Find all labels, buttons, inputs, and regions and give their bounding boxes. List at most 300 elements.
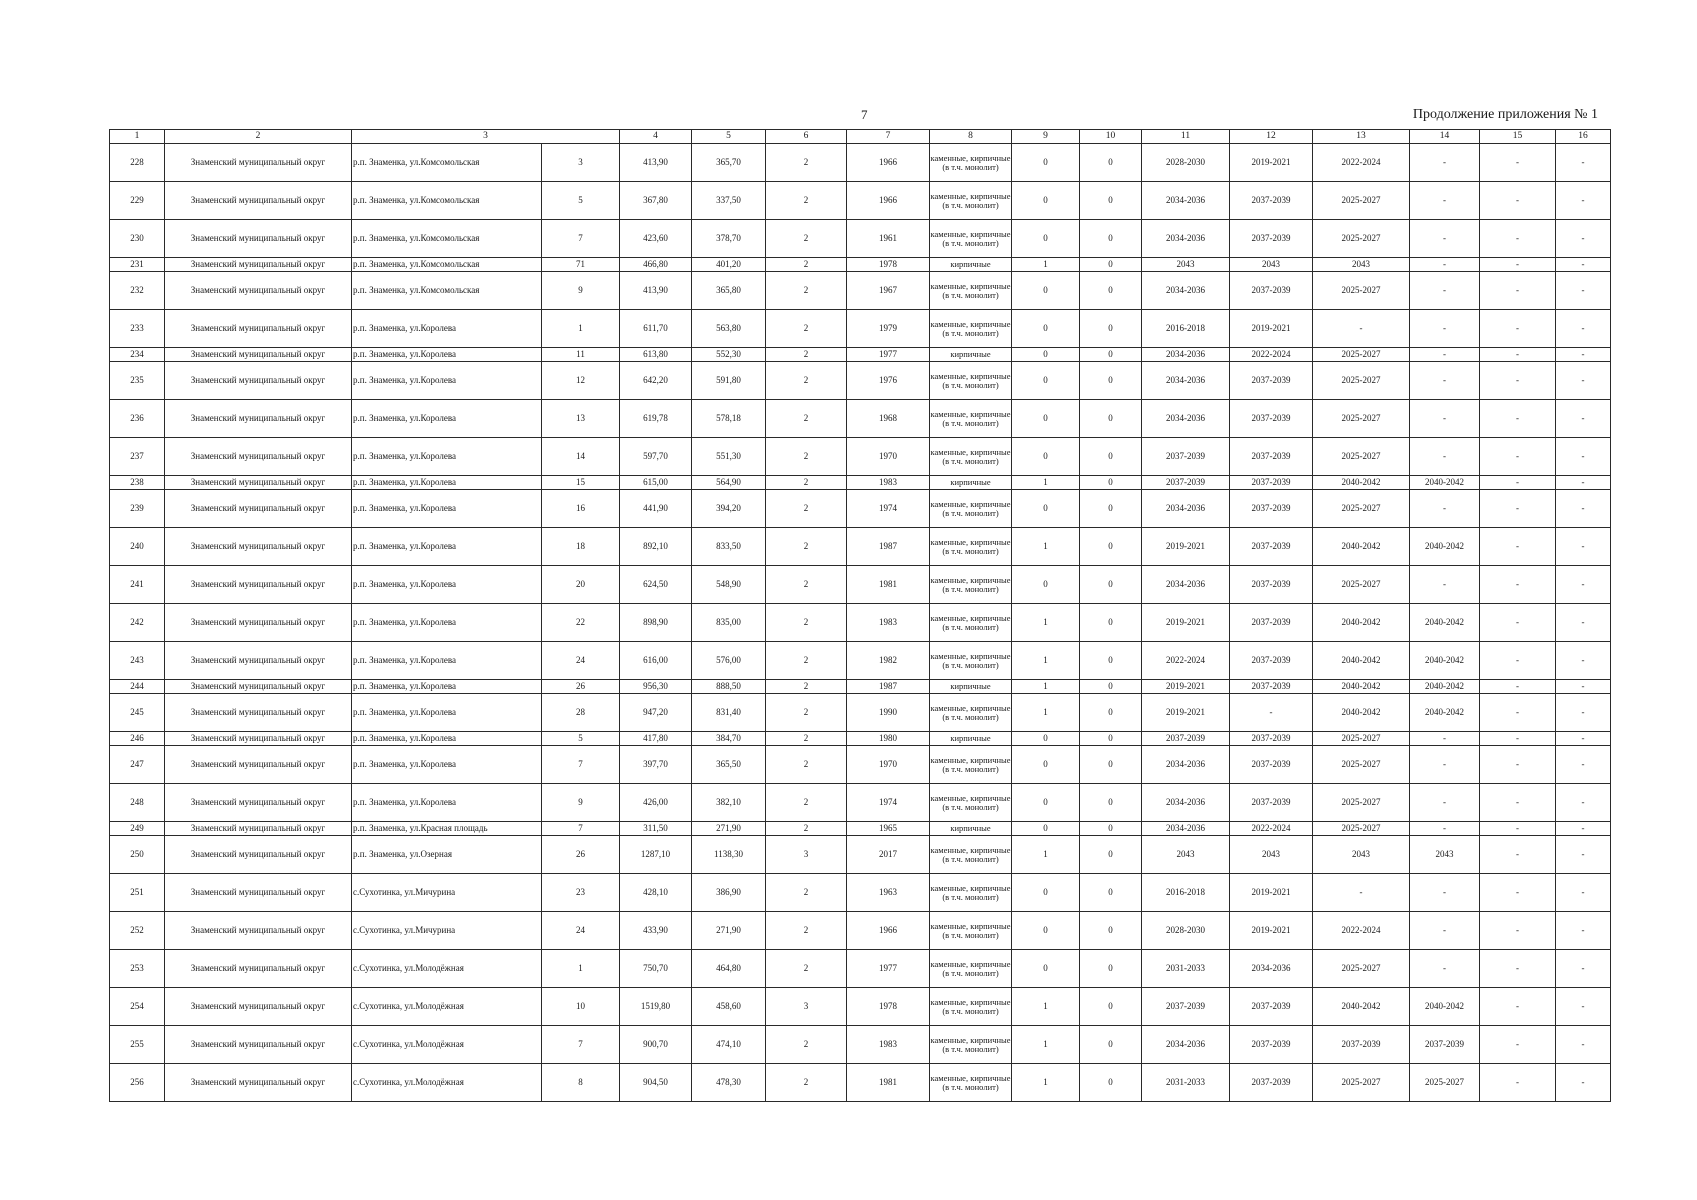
table-cell: 23 <box>542 874 620 912</box>
table-row <box>110 220 1611 258</box>
table-cell: 71 <box>542 258 620 272</box>
table-cell: 1981 <box>847 566 930 604</box>
table-cell: 0 <box>1080 362 1142 400</box>
table-cell: 3 <box>542 144 620 182</box>
table-cell: 14 <box>542 438 620 476</box>
table-cell: - <box>1480 1026 1556 1064</box>
table-row <box>110 874 1611 912</box>
table-cell: - <box>1410 912 1480 950</box>
table-cell: 1 <box>1012 836 1080 874</box>
table-cell: 0 <box>1012 438 1080 476</box>
table-cell: р.п. Знаменка, ул.Королева <box>352 362 542 400</box>
table-cell: 1987 <box>847 528 930 566</box>
table-cell: Знаменский муниципальный округ <box>165 362 352 400</box>
page-number: 7 <box>861 107 868 122</box>
table-cell: 1981 <box>847 1064 930 1102</box>
table-cell: 1970 <box>847 438 930 476</box>
table-cell: р.п. Знаменка, ул.Королева <box>352 476 542 490</box>
table-cell: 0 <box>1080 912 1142 950</box>
table-cell: 394,20 <box>692 490 766 528</box>
table-cell: 0 <box>1012 182 1080 220</box>
table-cell: 20 <box>542 566 620 604</box>
table-cell: 563,80 <box>692 310 766 348</box>
table-cell: 2 <box>766 476 847 490</box>
table-cell: - <box>1480 836 1556 874</box>
table-cell: 2037-2039 <box>1230 746 1313 784</box>
table-cell: 616,00 <box>620 642 692 680</box>
table-row <box>110 950 1611 988</box>
table-cell: 2031-2033 <box>1142 950 1230 988</box>
table-cell: с.Сухотинка, ул.Мичурина <box>352 874 542 912</box>
table-cell: 417,80 <box>620 732 692 746</box>
table-cell: 2 <box>766 950 847 988</box>
table-cell: р.п. Знаменка, ул.Королева <box>352 694 542 732</box>
table-cell: 0 <box>1012 400 1080 438</box>
table-cell: 365,70 <box>692 144 766 182</box>
table-cell: каменные, кирпичные (в т.ч. монолит) <box>930 694 1012 732</box>
table-cell: 0 <box>1080 874 1142 912</box>
table-cell: - <box>1410 310 1480 348</box>
table-row <box>110 642 1611 680</box>
table-cell: 1982 <box>847 642 930 680</box>
table-cell: 428,10 <box>620 874 692 912</box>
table-cell: 0 <box>1080 680 1142 694</box>
table-cell: Знаменский муниципальный округ <box>165 348 352 362</box>
table-cell: - <box>1480 310 1556 348</box>
table-cell: 2025-2027 <box>1313 438 1410 476</box>
table-cell: 2037-2039 <box>1230 490 1313 528</box>
table-cell: 1966 <box>847 144 930 182</box>
table-cell: 2040-2042 <box>1410 604 1480 642</box>
table-cell: 576,00 <box>692 642 766 680</box>
table-cell: 0 <box>1080 476 1142 490</box>
table-cell: каменные, кирпичные (в т.ч. монолит) <box>930 642 1012 680</box>
table-cell: Знаменский муниципальный округ <box>165 732 352 746</box>
table-cell: 15 <box>542 476 620 490</box>
table-cell: 7 <box>542 822 620 836</box>
table-cell: - <box>1556 362 1611 400</box>
table-cell: 2 <box>766 746 847 784</box>
table-row <box>110 566 1611 604</box>
column-header: 13 <box>1313 130 1410 144</box>
table-cell: р.п. Знаменка, ул.Комсомольская <box>352 220 542 258</box>
table-cell: - <box>1556 144 1611 182</box>
table-cell: 1 <box>1012 476 1080 490</box>
table-cell: - <box>1313 874 1410 912</box>
table-cell: 242 <box>110 604 165 642</box>
table-cell: - <box>1410 362 1480 400</box>
table-cell: 2 <box>766 1064 847 1102</box>
table-cell: кирпичные <box>930 732 1012 746</box>
table-cell: р.п. Знаменка, ул.Королева <box>352 566 542 604</box>
table-cell: 2019-2021 <box>1142 694 1230 732</box>
table-cell: - <box>1556 272 1611 310</box>
table-cell: 474,10 <box>692 1026 766 1064</box>
table-cell: - <box>1480 642 1556 680</box>
table-cell: 2037-2039 <box>1230 566 1313 604</box>
table-cell: 0 <box>1080 400 1142 438</box>
table-cell: 904,50 <box>620 1064 692 1102</box>
table-cell: каменные, кирпичные (в т.ч. монолит) <box>930 182 1012 220</box>
table-cell: - <box>1556 490 1611 528</box>
table-cell: 0 <box>1080 182 1142 220</box>
column-header: 6 <box>766 130 847 144</box>
table-cell: 888,50 <box>692 680 766 694</box>
table-cell: 2 <box>766 220 847 258</box>
column-header: 10 <box>1080 130 1142 144</box>
table-cell: каменные, кирпичные (в т.ч. монолит) <box>930 784 1012 822</box>
table-cell: - <box>1556 566 1611 604</box>
table-cell: Знаменский муниципальный округ <box>165 528 352 566</box>
table-cell: Знаменский муниципальный округ <box>165 1064 352 1102</box>
table-cell: 0 <box>1080 566 1142 604</box>
table-row <box>110 272 1611 310</box>
table-cell: 0 <box>1012 874 1080 912</box>
table-cell: 367,80 <box>620 182 692 220</box>
table-cell: 0 <box>1012 566 1080 604</box>
table-cell: кирпичные <box>930 822 1012 836</box>
table-row <box>110 604 1611 642</box>
table-cell: - <box>1556 528 1611 566</box>
table-cell: 1966 <box>847 182 930 220</box>
table-cell: 2043 <box>1313 258 1410 272</box>
table-cell: 0 <box>1012 348 1080 362</box>
table-cell: Знаменский муниципальный округ <box>165 566 352 604</box>
table-cell: 16 <box>542 490 620 528</box>
table-cell: - <box>1410 874 1480 912</box>
table-cell: каменные, кирпичные (в т.ч. монолит) <box>930 874 1012 912</box>
table-cell: 2037-2039 <box>1142 438 1230 476</box>
table-cell: 0 <box>1080 822 1142 836</box>
table-cell: 1138,30 <box>692 836 766 874</box>
table-cell: 2037-2039 <box>1230 528 1313 566</box>
table-cell: - <box>1410 784 1480 822</box>
table-row <box>110 1026 1611 1064</box>
column-header: 15 <box>1480 130 1556 144</box>
table-cell: 2025-2027 <box>1313 566 1410 604</box>
table-cell: Знаменский муниципальный округ <box>165 490 352 528</box>
table-cell: 2025-2027 <box>1313 400 1410 438</box>
table-cell: 2019-2021 <box>1230 874 1313 912</box>
table-cell: - <box>1480 490 1556 528</box>
table-row <box>110 310 1611 348</box>
table-cell: 2040-2042 <box>1313 528 1410 566</box>
table-cell: 2034-2036 <box>1230 950 1313 988</box>
table-cell: 382,10 <box>692 784 766 822</box>
table-cell: 2034-2036 <box>1142 272 1230 310</box>
table-cell: 10 <box>542 988 620 1026</box>
table-cell: 1977 <box>847 348 930 362</box>
table-cell: с.Сухотинка, ул.Молодёжная <box>352 1064 542 1102</box>
table-cell: 1 <box>1012 528 1080 566</box>
table-cell: каменные, кирпичные (в т.ч. монолит) <box>930 144 1012 182</box>
column-header: 3 <box>352 130 620 144</box>
table-cell: 2028-2030 <box>1142 144 1230 182</box>
table-cell: р.п. Знаменка, ул.Королева <box>352 400 542 438</box>
table-cell: 2025-2027 <box>1313 784 1410 822</box>
table-cell: 1979 <box>847 310 930 348</box>
table-cell: 7 <box>542 220 620 258</box>
table-cell: 1990 <box>847 694 930 732</box>
table-cell: 238 <box>110 476 165 490</box>
table-cell: 2 <box>766 1026 847 1064</box>
table-row <box>110 680 1611 694</box>
table-cell: каменные, кирпичные (в т.ч. монолит) <box>930 1064 1012 1102</box>
table-cell: - <box>1410 272 1480 310</box>
table-row <box>110 836 1611 874</box>
table-cell: кирпичные <box>930 476 1012 490</box>
table-cell: 2 <box>766 144 847 182</box>
table-cell: 2037-2039 <box>1230 642 1313 680</box>
table-cell: 0 <box>1012 950 1080 988</box>
table-cell: 833,50 <box>692 528 766 566</box>
table-cell: 365,50 <box>692 746 766 784</box>
table-cell: 0 <box>1012 362 1080 400</box>
column-header: 16 <box>1556 130 1611 144</box>
table-cell: 2019-2021 <box>1230 912 1313 950</box>
table-cell: 2037-2039 <box>1230 476 1313 490</box>
table-cell: 2040-2042 <box>1410 528 1480 566</box>
table-cell: 1 <box>1012 1026 1080 1064</box>
table-cell: - <box>1556 822 1611 836</box>
table-cell: Знаменский муниципальный округ <box>165 694 352 732</box>
table-cell: 237 <box>110 438 165 476</box>
table-cell: - <box>1480 182 1556 220</box>
table-cell: 365,80 <box>692 272 766 310</box>
table-cell: Знаменский муниципальный округ <box>165 988 352 1026</box>
table-cell: 2 <box>766 642 847 680</box>
housing-table <box>109 129 1611 1102</box>
table-cell: 1961 <box>847 220 930 258</box>
table-cell: 2037-2039 <box>1230 182 1313 220</box>
table-cell: 0 <box>1012 490 1080 528</box>
table-cell: - <box>1556 438 1611 476</box>
table-cell: 441,90 <box>620 490 692 528</box>
table-cell: 458,60 <box>692 988 766 1026</box>
table-cell: 252 <box>110 912 165 950</box>
table-cell: 26 <box>542 680 620 694</box>
table-cell: Знаменский муниципальный округ <box>165 746 352 784</box>
table-cell: 2031-2033 <box>1142 1064 1230 1102</box>
table-cell: 2034-2036 <box>1142 784 1230 822</box>
table-cell: р.п. Знаменка, ул.Комсомольская <box>352 258 542 272</box>
table-row <box>110 476 1611 490</box>
table-cell: р.п. Знаменка, ул.Королева <box>352 642 542 680</box>
table-cell: 597,70 <box>620 438 692 476</box>
table-cell: кирпичные <box>930 258 1012 272</box>
table-cell: 0 <box>1080 438 1142 476</box>
table-cell: 232 <box>110 272 165 310</box>
table-cell: 13 <box>542 400 620 438</box>
table-cell: Знаменский муниципальный округ <box>165 874 352 912</box>
table-cell: 0 <box>1080 490 1142 528</box>
table-cell: 2025-2027 <box>1313 822 1410 836</box>
table-cell: 2037-2039 <box>1142 988 1230 1026</box>
table-cell: 8 <box>542 1064 620 1102</box>
table-cell: 2022-2024 <box>1142 642 1230 680</box>
table-cell: 564,90 <box>692 476 766 490</box>
table-cell: 0 <box>1080 784 1142 822</box>
table-cell: 0 <box>1080 694 1142 732</box>
table-cell: 2022-2024 <box>1313 144 1410 182</box>
table-cell: 235 <box>110 362 165 400</box>
table-cell: р.п. Знаменка, ул.Озерная <box>352 836 542 874</box>
table-cell: 255 <box>110 1026 165 1064</box>
table-cell: 1978 <box>847 988 930 1026</box>
column-header: 4 <box>620 130 692 144</box>
table-cell: 246 <box>110 732 165 746</box>
table-cell: 2034-2036 <box>1142 1026 1230 1064</box>
table-cell: 1977 <box>847 950 930 988</box>
table-cell: - <box>1480 362 1556 400</box>
table-cell: 1978 <box>847 258 930 272</box>
table-cell: 241 <box>110 566 165 604</box>
table-row <box>110 400 1611 438</box>
table-cell: 28 <box>542 694 620 732</box>
table-cell: Знаменский муниципальный округ <box>165 822 352 836</box>
table-cell: Знаменский муниципальный округ <box>165 680 352 694</box>
table-row <box>110 438 1611 476</box>
table-cell: 2 <box>766 400 847 438</box>
table-cell: - <box>1480 258 1556 272</box>
table-cell: каменные, кирпичные (в т.ч. монолит) <box>930 528 1012 566</box>
table-cell: р.п. Знаменка, ул.Королева <box>352 680 542 694</box>
table-cell: 947,20 <box>620 694 692 732</box>
table-cell: 2034-2036 <box>1142 746 1230 784</box>
table-cell: каменные, кирпичные (в т.ч. монолит) <box>930 272 1012 310</box>
table-cell: 9 <box>542 272 620 310</box>
table-cell: - <box>1556 182 1611 220</box>
table-row <box>110 1064 1611 1102</box>
table-cell: - <box>1556 912 1611 950</box>
table-cell: 11 <box>542 348 620 362</box>
table-cell: 240 <box>110 528 165 566</box>
table-cell: - <box>1556 836 1611 874</box>
table-cell: 253 <box>110 950 165 988</box>
table-cell: 2025-2027 <box>1410 1064 1480 1102</box>
table-cell: 2034-2036 <box>1142 220 1230 258</box>
table-cell: 2 <box>766 732 847 746</box>
table-cell: Знаменский муниципальный округ <box>165 400 352 438</box>
table-cell: 230 <box>110 220 165 258</box>
table-cell: 7 <box>542 1026 620 1064</box>
table-cell: 1967 <box>847 272 930 310</box>
table-cell: 245 <box>110 694 165 732</box>
table-cell: Знаменский муниципальный округ <box>165 182 352 220</box>
table-cell: 2037-2039 <box>1230 400 1313 438</box>
table-cell: р.п. Знаменка, ул.Королева <box>352 310 542 348</box>
table-row <box>110 362 1611 400</box>
table-cell: каменные, кирпичные (в т.ч. монолит) <box>930 988 1012 1026</box>
table-cell: - <box>1410 220 1480 258</box>
table-cell: 2037-2039 <box>1142 476 1230 490</box>
table-cell: каменные, кирпичные (в т.ч. монолит) <box>930 950 1012 988</box>
table-cell: 9 <box>542 784 620 822</box>
appendix-title: Продолжение приложения № 1 <box>1412 107 1598 122</box>
table-cell: 378,70 <box>692 220 766 258</box>
table-cell: - <box>1556 950 1611 988</box>
table-cell: каменные, кирпичные (в т.ч. монолит) <box>930 220 1012 258</box>
table-cell: - <box>1410 746 1480 784</box>
table-cell: 2028-2030 <box>1142 912 1230 950</box>
table-cell: 249 <box>110 822 165 836</box>
table-row <box>110 784 1611 822</box>
table-cell: 0 <box>1080 272 1142 310</box>
table-cell: 384,70 <box>692 732 766 746</box>
table-cell: - <box>1480 822 1556 836</box>
table-cell: каменные, кирпичные (в т.ч. монолит) <box>930 566 1012 604</box>
table-cell: 2017 <box>847 836 930 874</box>
table-cell: 413,90 <box>620 144 692 182</box>
table-cell: 2040-2042 <box>1313 988 1410 1026</box>
table-cell: 831,40 <box>692 694 766 732</box>
table-cell: 1 <box>1012 604 1080 642</box>
table-cell: 1287,10 <box>620 836 692 874</box>
table-cell: 2 <box>766 348 847 362</box>
table-cell: 228 <box>110 144 165 182</box>
table-cell: 2 <box>766 784 847 822</box>
table-cell: 1 <box>1012 988 1080 1026</box>
table-cell: 2025-2027 <box>1313 182 1410 220</box>
table-cell: 2040-2042 <box>1313 694 1410 732</box>
table-cell: 254 <box>110 988 165 1026</box>
table-cell: - <box>1410 732 1480 746</box>
table-cell: 2019-2021 <box>1230 310 1313 348</box>
table-cell: Знаменский муниципальный округ <box>165 310 352 348</box>
table-cell: 1 <box>542 950 620 988</box>
table-cell: - <box>1556 746 1611 784</box>
table-row <box>110 144 1611 182</box>
table-cell: - <box>1480 566 1556 604</box>
table-cell: 2034-2036 <box>1142 490 1230 528</box>
table-cell: 2016-2018 <box>1142 874 1230 912</box>
table-cell: р.п. Знаменка, ул.Королева <box>352 438 542 476</box>
table-cell: 2025-2027 <box>1313 1064 1410 1102</box>
table-cell: 1519,80 <box>620 988 692 1026</box>
table-cell: с.Сухотинка, ул.Мичурина <box>352 912 542 950</box>
table-cell: 0 <box>1012 272 1080 310</box>
table-cell: 578,18 <box>692 400 766 438</box>
table-cell: 22 <box>542 604 620 642</box>
table-cell: 2034-2036 <box>1142 566 1230 604</box>
table-cell: 2 <box>766 182 847 220</box>
table-cell: 0 <box>1012 220 1080 258</box>
table-cell: 26 <box>542 836 620 874</box>
table-cell: 2040-2042 <box>1410 694 1480 732</box>
table-cell: кирпичные <box>930 348 1012 362</box>
table-cell: 1983 <box>847 604 930 642</box>
table-cell: 247 <box>110 746 165 784</box>
table-cell: 3 <box>766 836 847 874</box>
table-cell: 0 <box>1080 604 1142 642</box>
table-cell: 1 <box>1012 694 1080 732</box>
table-cell: 2 <box>766 272 847 310</box>
table-cell: 1965 <box>847 822 930 836</box>
table-cell: 0 <box>1080 746 1142 784</box>
table-cell: 18 <box>542 528 620 566</box>
table-cell: 2 <box>766 438 847 476</box>
table-cell: каменные, кирпичные (в т.ч. монолит) <box>930 400 1012 438</box>
table-cell: - <box>1556 732 1611 746</box>
table-cell: 900,70 <box>620 1026 692 1064</box>
table-cell: р.п. Знаменка, ул.Королева <box>352 784 542 822</box>
table-cell: 591,80 <box>692 362 766 400</box>
table-cell: 2 <box>766 310 847 348</box>
table-cell: 2025-2027 <box>1313 272 1410 310</box>
table-cell: - <box>1230 694 1313 732</box>
table-cell: р.п. Знаменка, ул.Комсомольская <box>352 272 542 310</box>
table-cell: 1963 <box>847 874 930 912</box>
